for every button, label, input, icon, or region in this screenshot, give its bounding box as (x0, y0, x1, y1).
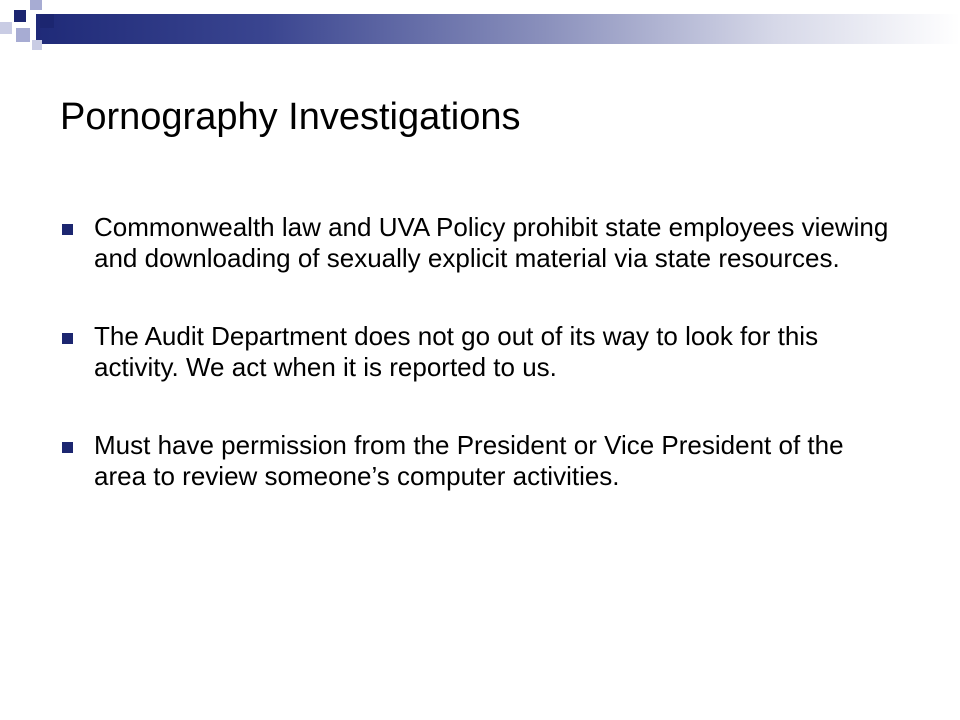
list-item (62, 212, 902, 274)
list-item (62, 430, 902, 492)
bullet-text: Must have permission from the President or Vice President of the area to review someone’s computer activities. (94, 430, 844, 491)
list-item (62, 321, 902, 383)
bullet-list (62, 212, 902, 539)
square-bullet-icon (62, 442, 73, 453)
header-decoration (0, 0, 960, 52)
square-bullet-icon (62, 224, 73, 235)
square-pattern-icon (14, 10, 26, 22)
square-pattern-icon (16, 28, 30, 42)
header-gradient-bar (36, 14, 960, 44)
square-bullet-icon (62, 333, 73, 344)
slide-title: Pornography Investigations (60, 96, 521, 138)
square-pattern-icon (32, 40, 42, 50)
square-pattern-icon (40, 14, 54, 28)
bullet-text: The Audit Department does not go out of its way to look for this activity. We act when it is reported to us. (94, 321, 819, 382)
square-pattern-icon (30, 0, 42, 10)
bullet-text: Commonwealth law and UVA Policy prohibit state employees viewing and downloading of sexually explicit material via state resources. (94, 212, 889, 273)
square-pattern-icon (0, 22, 12, 34)
